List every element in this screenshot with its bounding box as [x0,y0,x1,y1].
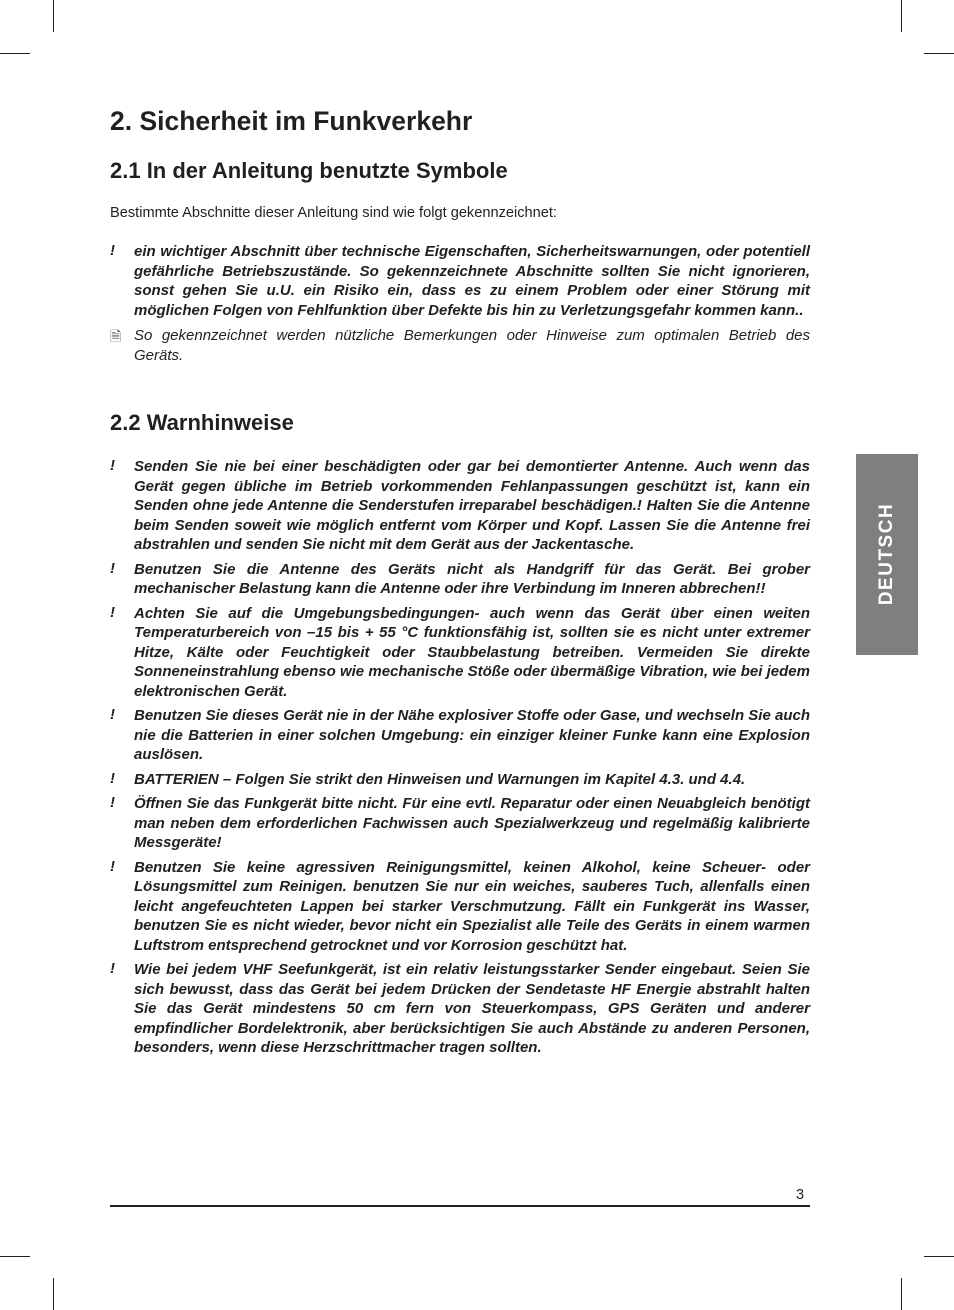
warning-marker: ! [110,960,115,977]
crop-mark [53,0,54,32]
warning-marker: ! [110,559,115,577]
note-icon: 🗎 [110,328,122,344]
list-item [110,858,810,956]
crop-mark [924,53,954,54]
list-item [110,706,810,765]
section-intro: Bestimmte Abschnitte dieser Anleitung sind wie folgt gekennzeichnet: [110,205,557,221]
crop-mark [901,0,902,32]
list-item [110,457,810,555]
warning-marker: ! [110,857,115,875]
list-item [110,604,810,702]
list-item [110,770,810,790]
list-item [110,960,810,1058]
list-item-text: Benutzen Sie dieses Gerät nie in der Nähe explosiver Stoffe oder Gase, und wechseln Sie auch nie die Batterien in einer solchen Umgebung: ein einziger kleiner Funke kann eine Explosion auslösen. [134,707,810,763]
warning-marker: ! [110,242,115,259]
section-title-warnings: 2.2 Warnhinweise [110,410,294,435]
crop-mark [0,53,30,54]
language-tab [856,454,918,655]
list-item-text: So gekennzeichnet werden nützliche Bemerkungen oder Hinweise zum optimalen Betrieb des Geräts. [134,327,810,364]
footer-rule [110,1205,810,1207]
language-tab-label: DEUTSCH [876,502,897,606]
crop-mark [0,1256,30,1257]
warning-marker: ! [110,769,115,787]
section-title-symbols: 2.1 In der Anleitung benutzte Symbole [110,158,508,183]
list-item-text: ein wichtiger Abschnitt über technische Eigenschaften, Sicherheitswarnungen, oder potentiell gefährliche Betriebszustände. So gekennzeichnete Abschnitte sollten Sie nicht ignorieren, sonst gehen Sie u.U. ein Risiko ein, dass es zu einem Problem oder einer Störung mit möglichen Folgen von Fehlfunktion über Defekte bis hin zu Verletzungsgefahr kommen kann.. [134,243,810,319]
page-title: 2. Sicherheit im Funkverkehr [110,106,473,136]
warning-marker: ! [110,457,115,474]
list-item-text: Benutzen Sie die Antenne des Geräts nicht als Handgriff für das Gerät. Bei grober mechanischer Belastung kann die Antenne oder ihre Verbindung im Inneren abbrechen!! [134,560,810,597]
list-item-text: Öffnen Sie das Funkgerät bitte nicht. Für eine evtl. Reparatur oder einen Neuabgleich benötigt man neben dem erforderlichen Fachwissen auch Spezialwerkzeug und regelmäßig kalibrierte Messgeräte! [134,795,810,851]
list-item-text: BATTERIEN – Folgen Sie strikt den Hinweisen und Warnungen im Kapitel 4.3. und 4.4. [134,770,746,788]
list-item [110,242,810,320]
list-item [110,794,810,853]
list-item-text: Senden Sie nie bei einer beschädigten oder gar bei demontierter Antenne. Auch wenn das Gerät gegen übliche im Betrieb vorkommenden Fehlanpassungen geschützt ist, kann ein Senden ohne jede Antenne die Senderstufen irreparabel beschädigen.! Halten Sie die Antenne beim Senden soweit wie möglich entfernt vom Körper und Kopf. Lassen Sie die Antenne frei abstrahlen und senden Sie nicht mit dem Gerät aus der Jackentasche. [134,458,810,553]
warning-marker: ! [110,603,115,621]
crop-mark [901,1278,902,1310]
crop-mark [924,1256,954,1257]
warning-marker: ! [110,706,115,723]
warning-marker: ! [110,794,115,811]
symbols-list [110,242,810,365]
list-item [110,560,810,599]
page-number: 3 [796,1187,805,1203]
crop-mark [53,1278,54,1310]
list-item-text: Benutzen Sie keine agressiven Reinigungsmittel, keinen Alkohol, keine Scheuer- oder Lösungsmittel zum Reinigen. benutzen Sie nur ein weiches, sauberes Tuch, allenfalls einen leicht angefeuchteten Lappen bei starker Verschmutzung. Fällt ein Funkgerät ins Wasser, benutzen Sie es nicht wieder, bevor nicht ein Spezialist alle Teile des Geräts in einem warmen Luftstrom entsprechend getrocknet und vor Korrosion geschützt hat. [134,858,810,954]
list-item [110,326,810,365]
list-item-text: Wie bei jedem VHF Seefunkgerät, ist ein relativ leistungsstarker Sender eingebaut. Seien Sie sich bewusst, dass das Gerät bei jedem Drücken der Sendetaste HF Energie abstrahlt halten Sie das Gerät mindestens 50 cm fern von Steuerkompass, GPS Geräten und anderer empfindlicher Bordelektronik, aber berücksichtigen Sie auch Abstände zu anderen Personen, besonders, wenn diese Herzschrittmacher tragen sollten. [134,961,810,1056]
list-item-text: Achten Sie auf die Umgebungsbedingungen- auch wenn das Gerät über einen weiten Temperaturbereich von –15 bis + 55 °C funktionsfähig ist, sollten sie es nicht unter extremer Hitze, Kälte oder Feuchtigkeit oder Staubbelastung betreiben. Vermeiden Sie direkte Sonneneinstrahlung ebenso wie mechanische Stöße oder übermäßige Vibration, wie bei jedem elektronischen Gerät. [134,604,810,700]
warnings-list [110,457,810,1058]
